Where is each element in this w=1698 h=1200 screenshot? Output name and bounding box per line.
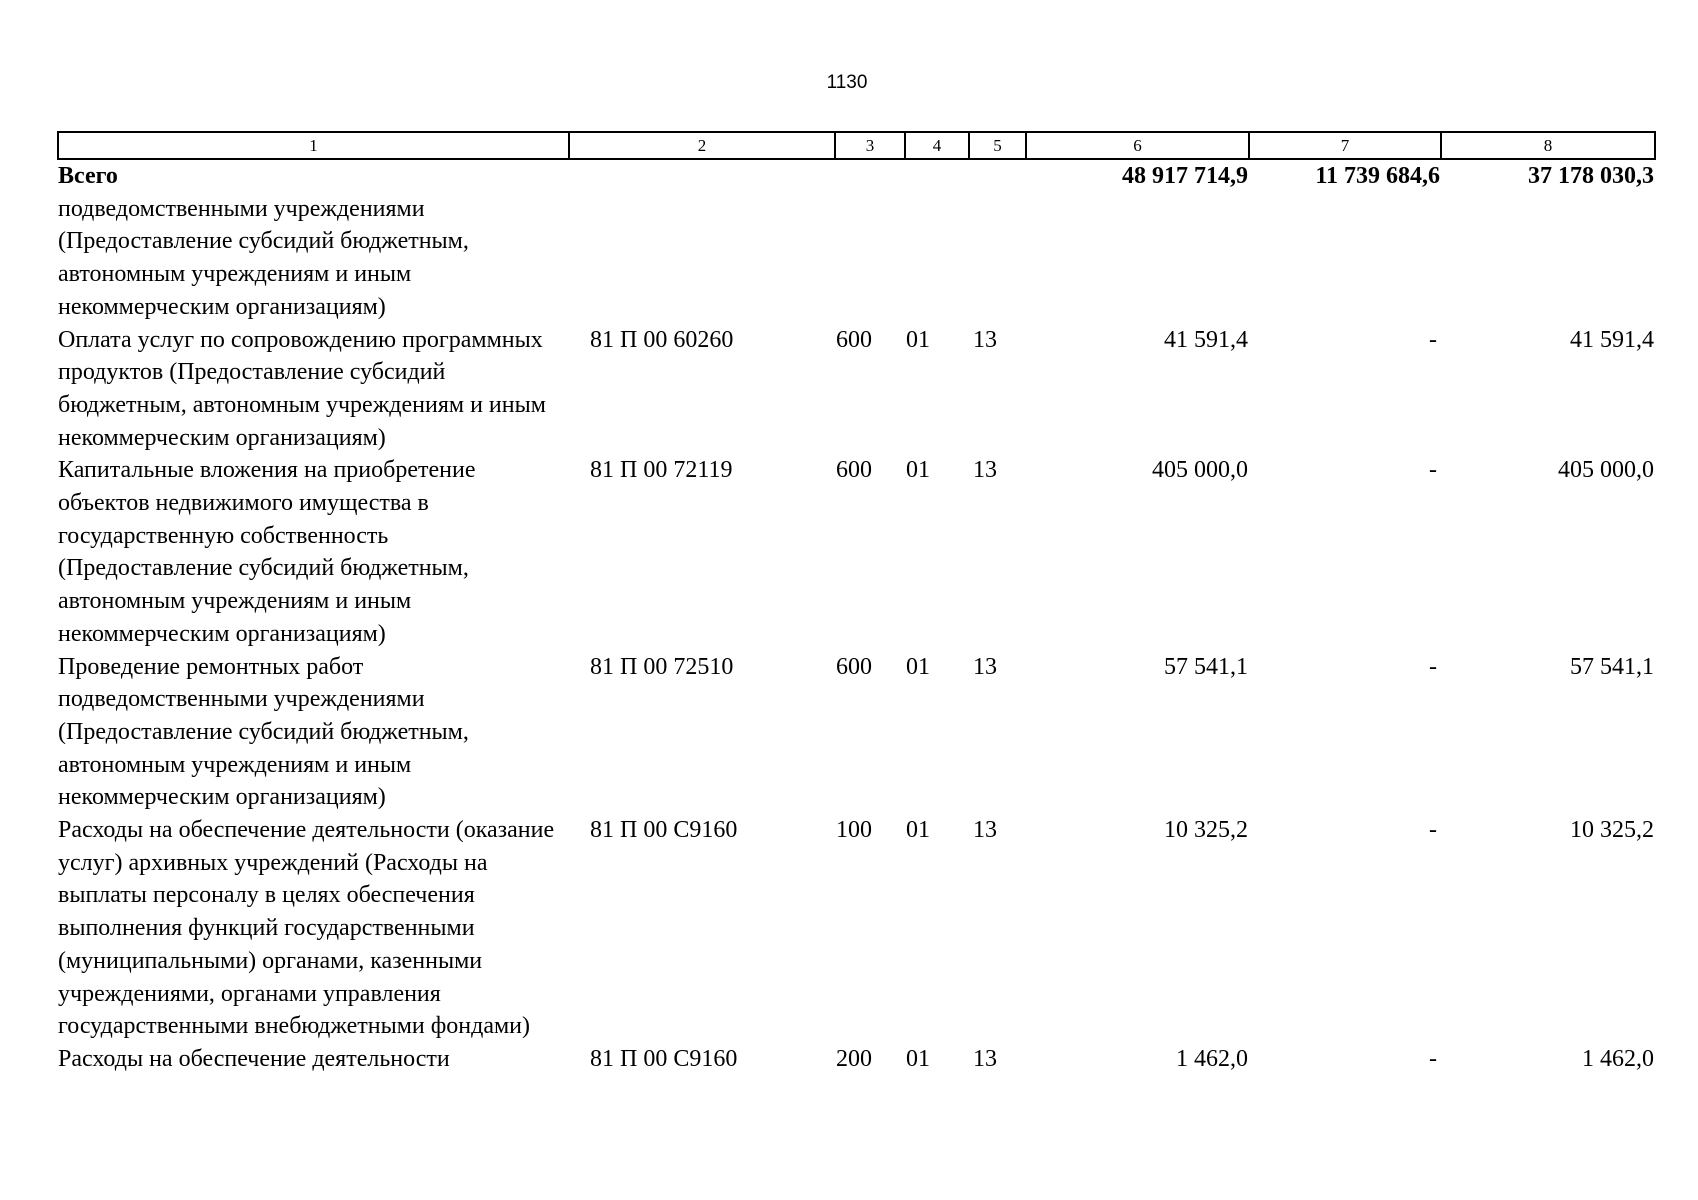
budget-table [57, 131, 1656, 1076]
table-row [58, 454, 1655, 650]
row-col8: 10 325,2 [1570, 817, 1654, 844]
row-name: подведомственными учреждениями (Предоставление субсидий бюджетным, автономным учреждениям и иным некоммерческим организациям) [58, 195, 469, 320]
row-expense-type: 600 [836, 326, 872, 353]
row-target-code: 81 П 00 72510 [590, 653, 734, 680]
row-target-code: 81 П 00 С9160 [590, 817, 738, 844]
row-subsection: 13 [973, 326, 997, 353]
row-subsection: 13 [973, 653, 997, 680]
row-section: 01 [906, 653, 930, 680]
total-col7: 11 739 684,6 [1315, 163, 1440, 189]
row-subsection: 13 [973, 457, 997, 484]
row-name: Расходы на обеспечение деятельности (оказание услуг) архивных учреждений (Расходы на выплаты персоналу в целях обеспечения выполнения функций государственными (муниципальными) органами, казенными учреждениями, органами управления государственными внебюджетными фондами) [58, 817, 555, 1040]
row-name: Капитальные вложения на приобретение объектов недвижимого имущества в государственную собственность (Предоставление субсидий бюджетным, автономным учреждениям и иным некоммерческим организациям) [58, 457, 476, 647]
row-col8: 41 591,4 [1570, 326, 1654, 353]
row-section: 01 [906, 817, 930, 844]
row-section: 01 [906, 457, 930, 484]
table-row [58, 651, 1655, 815]
row-col8: 1 462,0 [1582, 1045, 1654, 1072]
table-row [58, 1043, 1655, 1076]
column-header-5: 5 [969, 132, 1026, 159]
total-vr [835, 159, 905, 193]
column-header-4: 4 [905, 132, 969, 159]
row-col6: 41 591,4 [1164, 326, 1248, 353]
column-header-2: 2 [569, 132, 835, 159]
table-row [58, 324, 1655, 455]
total-row [58, 159, 1655, 193]
row-section: 01 [906, 1045, 930, 1072]
row-expense-type: 600 [836, 457, 872, 484]
table-row [58, 193, 1655, 324]
row-col7 [1249, 193, 1441, 324]
total-col8: 37 178 030,3 [1528, 163, 1654, 189]
column-header-7: 7 [1249, 132, 1441, 159]
row-section [905, 193, 969, 324]
row-target-code: 81 П 00 60260 [590, 326, 734, 353]
row-target-code [569, 193, 835, 324]
row-target-code: 81 П 00 С9160 [590, 1045, 738, 1072]
row-expense-type: 200 [836, 1045, 872, 1072]
table-header [58, 132, 1655, 159]
row-name: Проведение ремонтных работ подведомственными учреждениями (Предоставление субсидий бюджетным, автономным учреждениям и иным некоммерческим организациям) [58, 653, 469, 811]
row-subsection [969, 193, 1026, 324]
row-expense-type [835, 193, 905, 324]
page-number: 1130 [826, 72, 868, 93]
row-col6: 405 000,0 [1152, 457, 1248, 484]
row-section: 01 [906, 326, 930, 353]
row-expense-type: 600 [836, 653, 872, 680]
row-col8: 405 000,0 [1558, 457, 1654, 484]
total-label: Всего [58, 163, 118, 189]
column-header-1: 1 [58, 132, 569, 159]
row-col8: 57 541,1 [1570, 653, 1654, 680]
total-pr [969, 159, 1026, 193]
row-subsection: 13 [973, 1045, 997, 1072]
row-name: Оплата услуг по сопровождению программных продуктов (Предоставление субсидий бюджетным, автономным учреждениям и иным некоммерческим организациям) [58, 326, 546, 451]
row-col7: - [1429, 817, 1437, 844]
total-rz [905, 159, 969, 193]
row-col6: 1 462,0 [1176, 1045, 1248, 1072]
total-col6: 48 917 714,9 [1122, 163, 1248, 189]
row-col8 [1441, 193, 1655, 324]
row-target-code: 81 П 00 72119 [590, 457, 733, 484]
row-expense-type: 100 [836, 817, 872, 844]
column-header-3: 3 [835, 132, 905, 159]
row-col7: - [1429, 653, 1437, 680]
table-body [58, 159, 1655, 1076]
row-col7: - [1429, 457, 1437, 484]
column-header-8: 8 [1441, 132, 1655, 159]
row-name: Расходы на обеспечение деятельности [58, 1045, 450, 1072]
row-col6: 10 325,2 [1164, 817, 1248, 844]
row-subsection: 13 [973, 817, 997, 844]
row-col7: - [1429, 326, 1437, 353]
column-number-row [58, 132, 1655, 159]
table-row [58, 814, 1655, 1043]
column-header-6: 6 [1026, 132, 1249, 159]
total-code [569, 159, 835, 193]
row-col6: 57 541,1 [1164, 653, 1248, 680]
row-col6 [1026, 193, 1249, 324]
row-col7: - [1429, 1045, 1437, 1072]
